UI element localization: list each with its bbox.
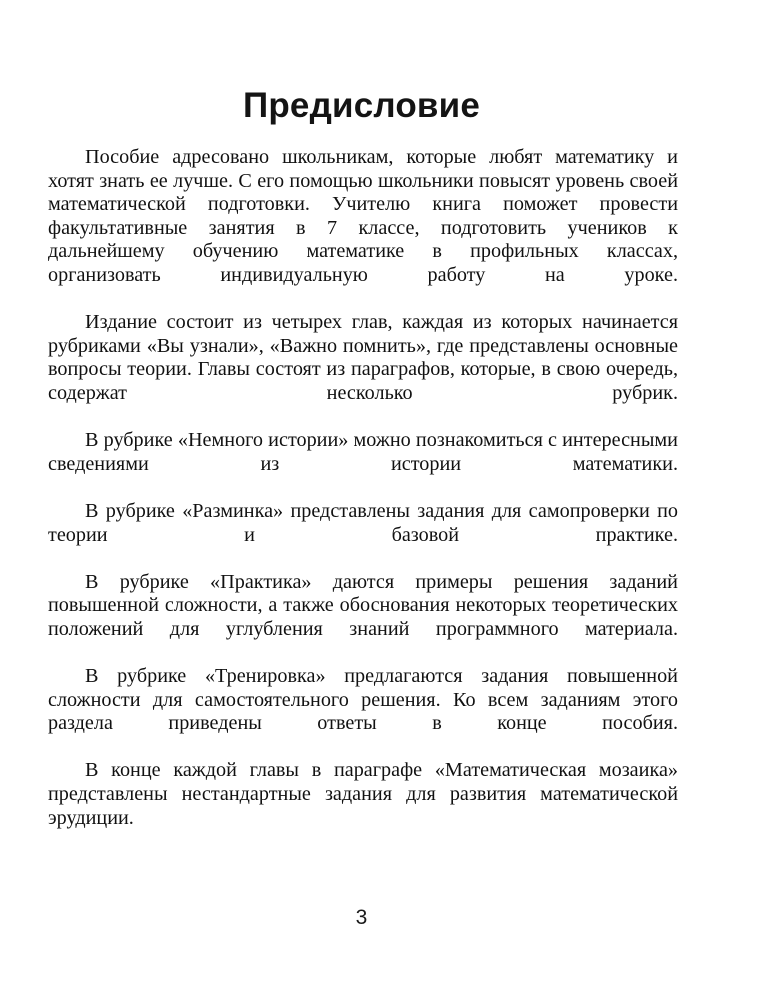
paragraph: Издание состоит из четырех глав, каждая из которых начинается рубриками «Вы узнали», «Важно помнить», где представлены основные вопросы теории. Главы состоят из параграфов, которые, в свою очередь, содержат несколько рубрик.: [48, 311, 678, 404]
paragraph: Пособие адресовано школьникам, которые любят математику и хотят знать ее лучше. С его помощью школьники повысят уровень своей математической подготовки. Учителю книга поможет провести факультативные занятия в 7 классе, подготовить учеников к дальнейшему обучению математике в профильных классах, организовать индивидуальную работу на уроке.: [48, 146, 678, 286]
paragraph: В рубрике «Практика» даются примеры решения заданий повышенной сложности, а также обоснования некоторых теоретических положений для углубления знаний программного материала.: [48, 570, 678, 640]
paragraph: В рубрике «Тренировка» предлагаются задания повышенной сложности для самостоятельного решения. Ко всем заданиям этого раздела приведены ответы в конце пособия.: [48, 665, 678, 735]
paragraph: В рубрике «Немного истории» можно познакомиться с интересными сведениями из истории математики.: [48, 429, 678, 475]
page-title: Предисловие: [242, 86, 481, 126]
page-number: 3: [355, 906, 368, 929]
body-text-block: [48, 146, 678, 854]
paragraph: В конце каждой главы в параграфе «Математическая мозаика» представлены нестандартные задания для развития математической эрудиции.: [48, 759, 678, 829]
paragraph: В рубрике «Разминка» представлены задания для самопроверки по теории и базовой практике.: [48, 499, 678, 546]
